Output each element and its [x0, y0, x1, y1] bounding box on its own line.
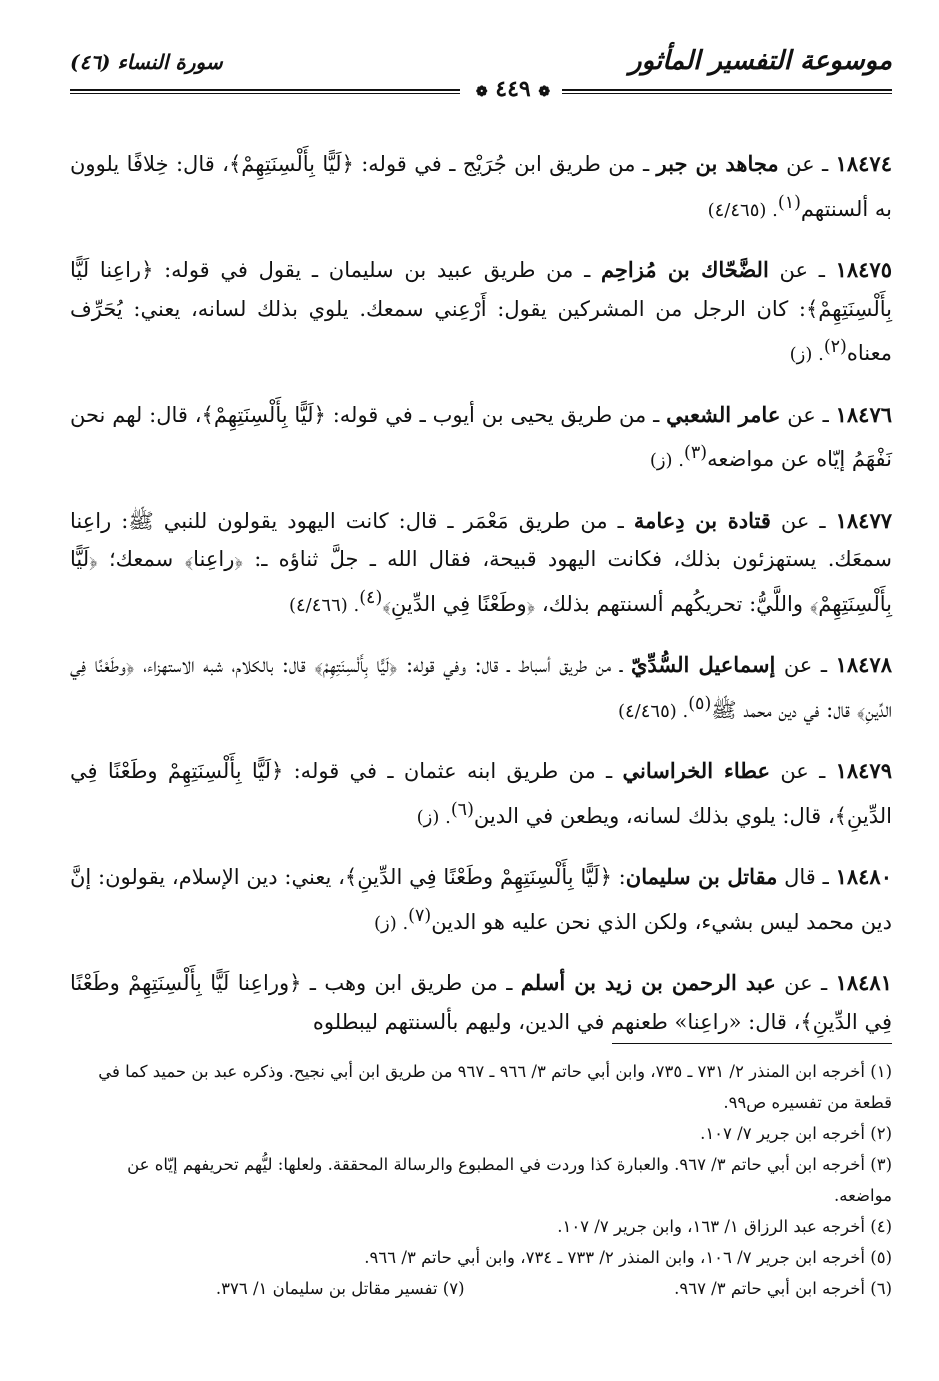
narrator-name: الضَّحّاك بن مُزاحِم: [600, 257, 769, 282]
narration-number: ١٨٤٧٤: [835, 151, 892, 176]
footnote-5: (٥) أخرجه ابن جرير ٧/ ١٠٦، وابن المنذر ٢/ ٧٣٣ ـ ٧٣٤، وابن أبي حاتم ٣/ ٩٦٦.: [364, 1248, 892, 1267]
narration-text: ـ من طريق أسباط ـ قال: وفي قوله: ﴿لَيًّا بِأَلْسِنَتِهِمْ﴾ قال: بالكلام، شبه الاستهزاء، ﴿وطَعْنًا فِي الدِّينِ﴾ قال: في دين محمد ﷺ: [70, 653, 892, 722]
narration-18480: [70, 858, 892, 943]
page: [70, 40, 892, 1360]
page-number-band: [70, 76, 892, 102]
narration-18481: [70, 964, 892, 1041]
narration-text: ـ من طريق يحيى بن أيوب ـ في قوله: ﴿لَيًّا بِأَلْسِنَتِهِمْ﴾، قال: لهم نحن نَفْهَمُ إيّاه عن مواضعه: [70, 402, 892, 471]
surah-title: سورة النساء (٤٦): [70, 50, 223, 74]
narrations: [70, 124, 892, 1045]
narration-ref: . (ز): [416, 806, 451, 828]
narration-18479: [70, 752, 892, 837]
narration-lead: ـ عن: [775, 971, 836, 995]
narration-number: ١٨٤٧٧: [835, 507, 893, 533]
footnote-row: [70, 1273, 892, 1304]
footnote-marker: (٢): [823, 337, 847, 357]
footnote-separator: [612, 1043, 892, 1044]
page-number-value: ٤٤٩: [495, 76, 531, 102]
footnote-marker: (٣): [684, 443, 708, 463]
ornament-right: ❁: [538, 84, 551, 100]
narration-ref: . (٤/٤٦٥): [617, 700, 689, 722]
narrator-name: قتادة بن دِعامة: [633, 507, 771, 533]
narrator-name: عطاء الخراساني: [622, 758, 771, 783]
header-rule-left: [70, 89, 460, 94]
footnote-marker: (١): [777, 192, 801, 213]
page-number: [468, 76, 558, 102]
ornament-left: ❁: [475, 84, 488, 100]
narration-number: ١٨٤٨٠: [835, 864, 892, 889]
narration-lead: ـ عن: [775, 653, 836, 677]
narration-ref: . (ز): [789, 344, 824, 365]
narration-18474: [70, 145, 892, 230]
footnote-6: (٦) أخرجه ابن أبي حاتم ٣/ ٩٦٧.: [674, 1279, 892, 1298]
narration-text: ـ من طريق ابن وهب ـ ﴿وراعِنا لَيًّا بِأَلْسِنَتِهِمْ وطَعْنًا فِي الدِّينِ﴾، قال: «راعِنا» طعنهم في الدين، وليهم بألسنتهم ليبطلوه: [70, 971, 892, 1034]
footnote-marker: (٥): [688, 693, 712, 714]
narrator-name: إسماعيل السُّدِّيّ: [630, 652, 776, 677]
narration-lead: ـ عن: [770, 759, 836, 783]
narration-number: ١٨٤٧٨: [835, 652, 892, 677]
narrator-name: عبد الرحمن بن زيد بن أسلم: [520, 970, 776, 995]
narrator-name: عامر الشعبي: [666, 401, 781, 427]
narration-text: : ﴿لَيًّا بِأَلْسِنَتِهِمْ وطَعْنًا فِي الدِّينِ﴾، يعني: دين الإسلام، يقولون: إنَّ دين محمد ليس بشيء، ولكن الذي نحن عليه هو الدين: [70, 865, 892, 934]
running-header: [70, 40, 892, 102]
footnotes: [70, 1056, 892, 1304]
narrator-name: مجاهد بن جبر: [656, 151, 779, 176]
narration-ref: . (ز): [649, 450, 685, 471]
footnote-3: (٣) أخرجه ابن أبي حاتم ٣/ ٩٦٧. والعبارة كذا وردت في المطبوع والرسالة المحققة. ولعلها: ليُّهم تحريفهم إيّاه عن مواضعه.: [127, 1155, 892, 1205]
narration-ref: . (٤/٤٦٦): [288, 594, 360, 616]
narration-18477: [70, 502, 892, 626]
narrator-name: مقاتل بن سليمان: [625, 864, 778, 889]
footnote-marker: (٧): [408, 905, 432, 926]
narration-text: ـ من طريق عبيد بن سليمان ـ يقول في قوله: ﴿راعِنا لَيًّا بِأَلْسِنَتِهِمْ﴾: كان الرجل من المشركين يقول: أَرْعِني سمعك. يلوي بذلك لسانه، يعني: يُحَرِّف معناه: [70, 258, 892, 365]
narration-number: ١٨٤٨١: [835, 970, 892, 995]
narration-lead: ـ عن: [768, 258, 836, 282]
narration-text: ـ من طريق مَعْمَر ـ قال: كانت اليهود يقولون للنبي ﷺ: راعِنا سمعَك. يستهزئون بذلك، فكانت اليهود قبيحة، فقال الله ـ جلَّ ثناؤه ـ: ﴿راعِنا﴾ سمعك؛ ﴿لَيًّا بِأَلْسِنَتِهِمْ﴾ واللَّيُّ: تحريكُهم ألسنتهم بذلك، ﴿وطَعْنًا فِي الدِّينِ﴾: [70, 508, 892, 616]
narration-number: ١٨٤٧٩: [835, 758, 892, 783]
footnote-1: (١) أخرجه ابن المنذر ٢/ ٧٣١ ـ ٧٣٥، وابن أبي حاتم ٣/ ٩٦٦ ـ ٩٦٧ من طريق ابن أبي نجيح. وذكره عبد بن حميد كما في قطعة من تفسيره ص٩٩.: [98, 1062, 892, 1112]
footnote-4: (٤) أخرجه عبد الرزاق ١/ ١٦٣، وابن جرير ٧/ ١٠٧.: [557, 1217, 892, 1236]
narration-lead: ـ عن: [780, 402, 836, 427]
narration-lead: ـ عن: [770, 508, 836, 533]
narration-18475: [70, 251, 892, 375]
narration-text: ـ من طريق ابن جُرَيْج ـ في قوله: ﴿لَيًّا بِأَلْسِنَتِهِمْ﴾، قال: خِلافًا يلوون به ألسنتهم: [70, 152, 892, 221]
footnote-7: (٧) تفسير مقاتل بن سليمان ١/ ٣٧٦.: [215, 1279, 465, 1298]
narration-ref: . (ز): [373, 912, 409, 934]
narration-18476: [70, 396, 892, 481]
narration-ref: . (٤/٤٦٥): [707, 199, 778, 221]
footnote-2: (٢) أخرجه ابن جرير ٧/ ١٠٧.: [700, 1124, 892, 1143]
narration-lead: ـ قال: [777, 865, 836, 889]
header-rule-right: [562, 89, 892, 94]
narration-number: ١٨٤٧٥: [835, 257, 892, 282]
book-title: موسوعة التفسير المأثور: [629, 46, 892, 76]
footnote-marker: (٤): [359, 587, 383, 608]
narration-number: ١٨٤٧٦: [835, 401, 893, 427]
narration-18478: [70, 646, 892, 731]
narration-text: ـ من طريق ابنه عثمان ـ في قوله: ﴿لَيًّا بِأَلْسِنَتِهِمْ وطَعْنًا فِي الدِّينِ﴾، قال: يلوي بذلك لسانه، ويطعن في الدين: [70, 759, 892, 828]
narration-lead: ـ عن: [778, 152, 836, 176]
footnote-marker: (٦): [450, 799, 474, 820]
